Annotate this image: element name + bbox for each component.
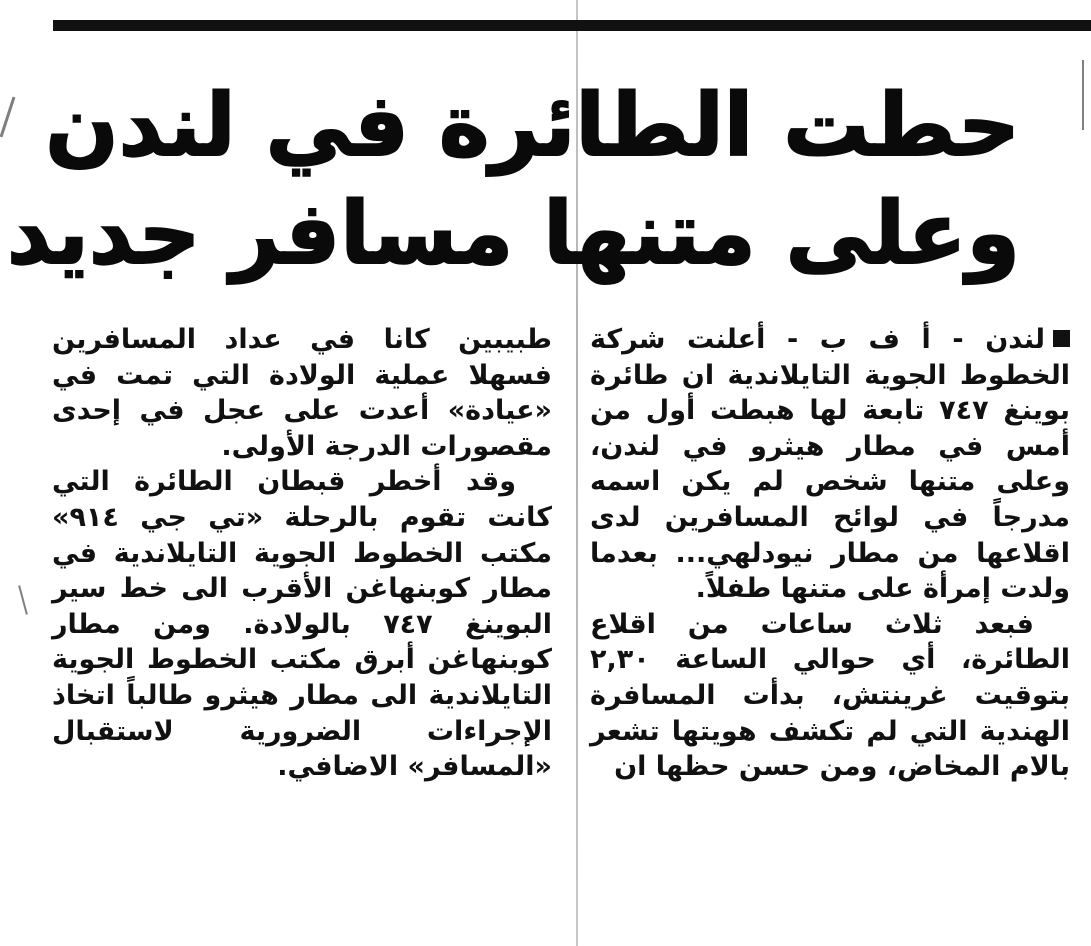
byline: لندن - أ ف ب -: [786, 324, 1045, 355]
article-paragraph: [590, 322, 1070, 607]
headline: [6, 72, 1020, 288]
paragraph-text: فبعد ثلاث ساعات من اقلاع الطائرة، أي حوالي الساعة ٢,٣٠ بتوقيت غرينتش، بدأت المسافرة الهندية التي لم تكشف هويتها تشعر بالام المخاض، ومن حسن حظها ان: [590, 608, 1070, 783]
scan-edge-mark: [0, 97, 15, 138]
top-rule: [53, 20, 1091, 31]
paragraph-text: طبيبين كانا في عداد المسافرين فسهلا عملية الولادة التي تمت في «عيادة» أعدت على عجل في إحدى مقصورات الدرجة الأولى.: [52, 324, 552, 462]
scan-edge-mark: [18, 585, 28, 614]
paragraph-text: وقد أخطر قبطان الطائرة التي كانت تقوم بالرحلة «تي جي ٩١٤» مكتب الخطوط الجوية التايلاندية في مطار كوبنهاغن الأقرب الى خط سير البوينغ ٧٤٧ بالولادة. ومن مطار كوبنهاغن أبرق مكتب الخطوط الجوية التايلاندية الى مطار هيثرو طالباً اتخاذ الإجراءات الضرورية لاستقبال «المسافر» الاضافي.: [52, 466, 552, 783]
article-paragraph: [590, 607, 1070, 785]
scan-edge-mark: [1082, 60, 1084, 130]
section-square-icon: [1053, 330, 1070, 347]
headline-line-2: وعلى متنها مسافر جديد: [6, 184, 1020, 284]
headline-line-1: حطت الطائرة في لندن: [45, 76, 1020, 176]
article-column-left: [52, 322, 552, 785]
article-paragraph: [52, 322, 552, 464]
article-paragraph: [52, 464, 552, 784]
article-column-right: [590, 322, 1070, 785]
paragraph-text: أعلنت شركة الخطوط الجوية التايلاندية ان طائرة بوينغ ٧٤٧ تابعة لها هبطت أول من أمس في مطار هيثرو في لندن، وعلى متنها شخص لم يكن اسمه مدرجاً في لوائح المسافرين لدى اقلاعها من مطار نيودلهي... بعدما ولدت إمرأة على متنها طفلاً.: [590, 324, 1071, 605]
